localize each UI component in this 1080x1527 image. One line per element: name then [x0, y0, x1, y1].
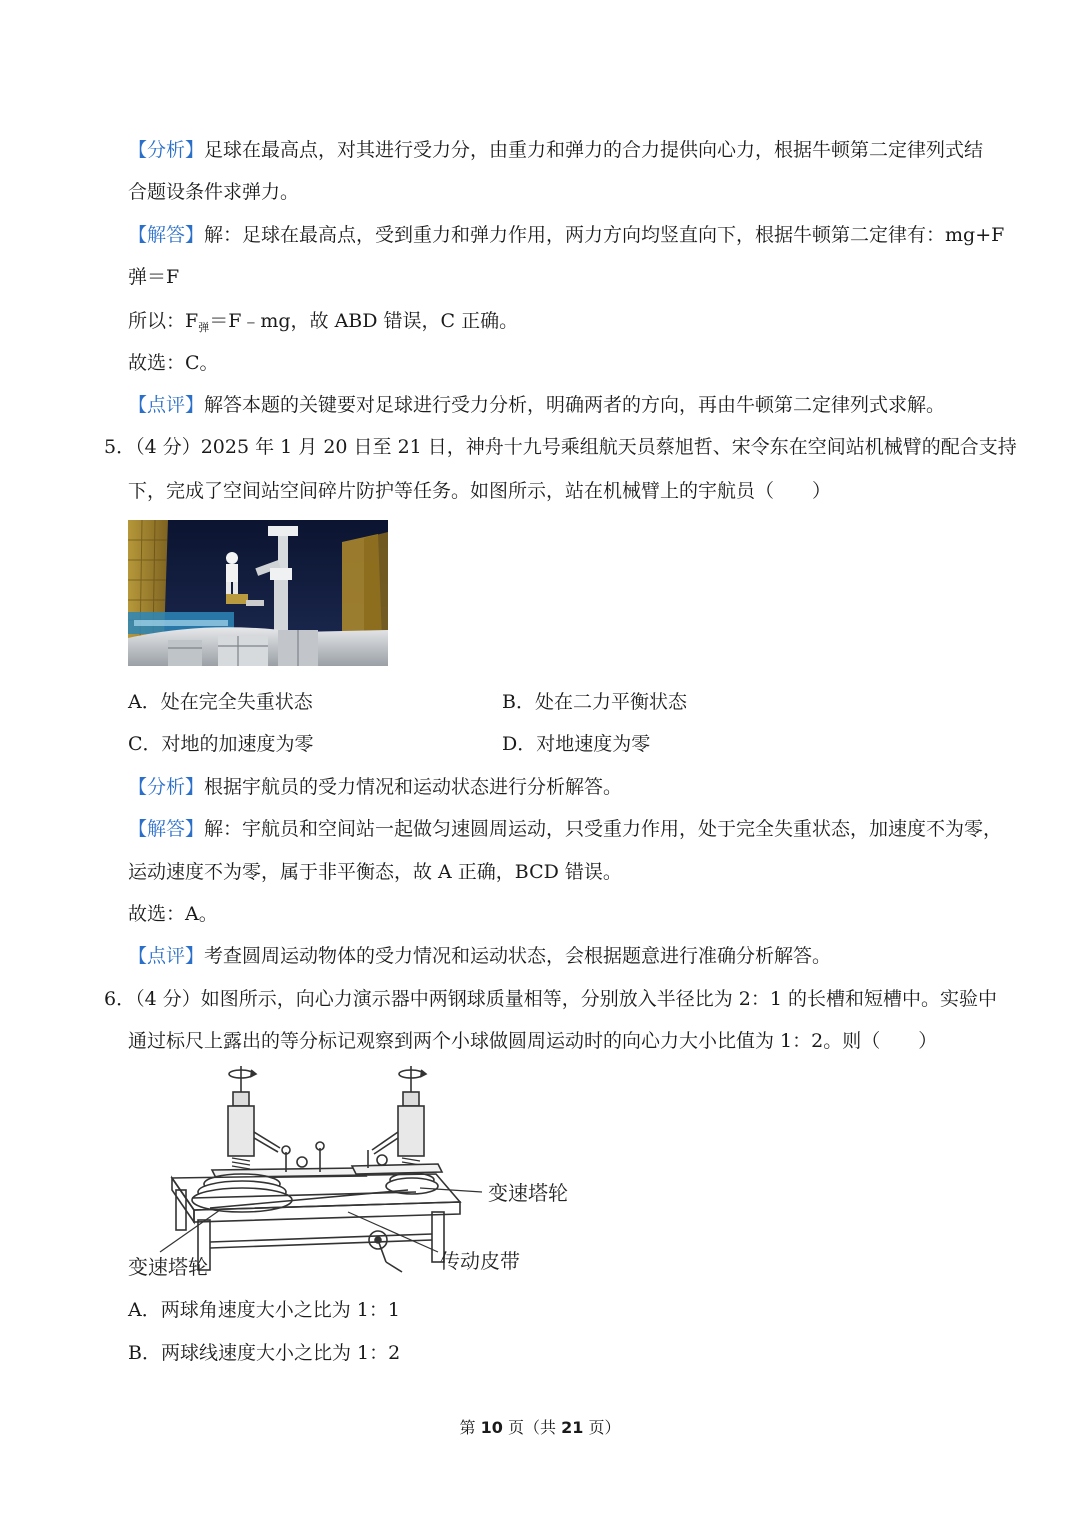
footer-pre: 第 — [459, 1418, 481, 1437]
q5-select: 故选：A。 — [128, 903, 218, 925]
q5-analysis — [128, 773, 622, 801]
pulley-label-right: 变速塔轮 — [488, 1181, 568, 1205]
q5-answer-line2: 运动速度不为零，属于非平衡态，故 A 正确，BCD 错误。 — [128, 861, 622, 883]
answer-l3-sub: 弹 — [198, 321, 210, 334]
q5-option-b: B．处在二力平衡状态 — [502, 691, 687, 713]
q4-analysis-line1 — [128, 136, 983, 164]
q5-option-a: A．处在完全失重状态 — [128, 691, 313, 713]
q5-answer-line1 — [128, 815, 1002, 843]
answer-text: 解：足球在最高点，受到重力和弹力作用，两力方向均竖直向下，根据牛顿第二定律有：mg+F — [204, 224, 1005, 246]
comment-tag: 【点评】 — [128, 945, 205, 967]
analysis-text: 根据宇航员的受力情况和运动状态进行分析解答。 — [204, 776, 623, 798]
q5-stem-line2: 下，完成了空间站空间碎片防护等任务。如图所示，站在机械臂上的宇航员（ ） — [128, 480, 832, 502]
footer-mid: 页（共 — [502, 1418, 562, 1437]
answer-tag: 【解答】 — [128, 224, 205, 246]
comment-tag: 【点评】 — [128, 394, 205, 416]
pulley-label-left: 变速塔轮 — [128, 1255, 208, 1279]
rotation-arrow-icon — [399, 1066, 426, 1092]
q4-answer-line1 — [128, 221, 1004, 249]
q6-option-a: A．两球角速度大小之比为 1：1 — [128, 1299, 400, 1321]
space-station-photo — [128, 520, 388, 666]
q5-stem-line1: 5．（4 分）2025 年 1 月 20 日至 21 日，神舟十九号乘组航天员蔡旭哲、宋令东在空间站机械臂的配合支持 — [104, 436, 1017, 458]
total-pages: 21 — [561, 1418, 584, 1437]
page-footer — [0, 1415, 1080, 1438]
answer-l3-a: 所以：F — [128, 310, 199, 332]
analysis-tag: 【分析】 — [128, 139, 205, 161]
q4-select: 故选：C。 — [128, 352, 219, 374]
q6-stem-line1: 6．（4 分）如图所示，向心力演示器中两钢球质量相等，分别放入半径比为 2：1 的长槽和短槽中。实验中 — [104, 988, 997, 1010]
q4-comment — [128, 391, 945, 419]
belt-label: 传动皮带 — [440, 1249, 520, 1273]
footer-post: 页） — [583, 1418, 621, 1437]
analysis-text: 足球在最高点，对其进行受力分，由重力和弹力的合力提供向心力，根据牛顿第二定律列式结 — [204, 139, 984, 161]
q5-option-c: C．对地的加速度为零 — [128, 733, 314, 755]
rotation-arrow-icon — [229, 1066, 256, 1092]
centripetal-force-apparatus-diagram — [120, 1062, 590, 1284]
q6-option-b: B．两球线速度大小之比为 1：2 — [128, 1342, 401, 1364]
q4-answer-line2: 弹＝F — [128, 266, 180, 288]
answer-tag: 【解答】 — [128, 818, 205, 840]
answer-text: 解：宇航员和空间站一起做匀速圆周运动，只受重力作用，处于完全失重状态，加速度不为零， — [204, 818, 1003, 840]
q4-analysis-line2: 合题设条件求弹力。 — [128, 181, 300, 203]
comment-text: 解答本题的关键要对足球进行受力分析，明确两者的方向，再由牛顿第二定律列式求解。 — [204, 394, 946, 416]
comment-text: 考查圆周运动物体的受力情况和运动状态，会根据题意进行准确分析解答。 — [204, 945, 832, 967]
q4-answer-line3 — [128, 307, 518, 338]
q5-comment — [128, 942, 831, 970]
answer-l3-b: ＝F﹣mg，故 ABD 错误，C 正确。 — [209, 310, 519, 332]
analysis-tag: 【分析】 — [128, 776, 205, 798]
page-number: 10 — [480, 1418, 503, 1437]
q5-option-d: D．对地速度为零 — [502, 733, 651, 755]
q6-stem-line2: 通过标尺上露出的等分标记观察到两个小球做圆周运动时的向心力大小比值为 1：2。则（ ） — [128, 1030, 938, 1052]
